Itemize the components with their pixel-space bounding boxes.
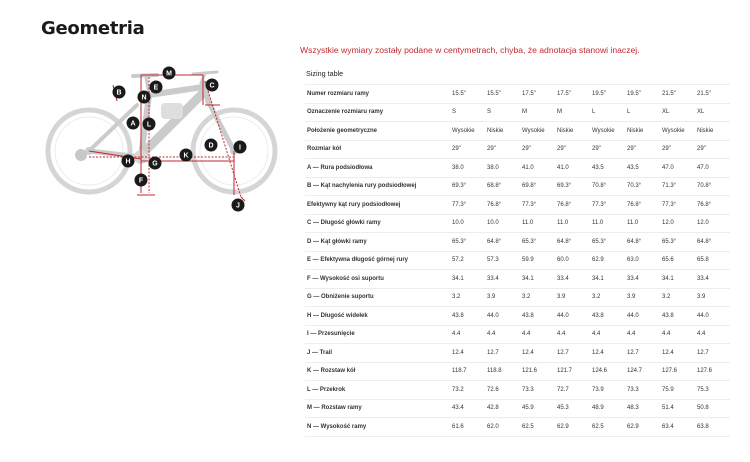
table-cell: 75.3 <box>695 381 730 400</box>
table-cell: XL <box>660 103 695 122</box>
table-cell: 75.9 <box>660 381 695 400</box>
table-cell: 65.8 <box>695 251 730 270</box>
table-cell: 15.5" <box>450 85 485 104</box>
table-cell: 45.9 <box>520 399 555 418</box>
table-cell: 3.2 <box>660 288 695 307</box>
table-cell: 118.8 <box>485 362 520 381</box>
table-cell: 3.9 <box>625 288 660 307</box>
table-cell: 29" <box>450 140 485 159</box>
table-cell: 43.8 <box>520 307 555 326</box>
table-cell: 76.8° <box>485 196 520 215</box>
table-row <box>305 288 730 307</box>
table-cell: 33.4 <box>695 270 730 289</box>
table-cell: S <box>485 103 520 122</box>
marker-g <box>149 157 162 170</box>
bike-geometry-diagram <box>45 65 280 215</box>
marker-a <box>127 117 140 130</box>
table-cell: 51.4 <box>660 399 695 418</box>
table-cell: 11.0 <box>520 214 555 233</box>
table-row <box>305 140 730 159</box>
table-cell: 71.3° <box>660 177 695 196</box>
table-cell: 68.8° <box>485 177 520 196</box>
table-cell: 76.8° <box>625 196 660 215</box>
table-cell: 41.0 <box>520 159 555 178</box>
marker-f <box>135 174 148 187</box>
table-cell: S <box>450 103 485 122</box>
row-label: A — Rura podsiodłowa <box>305 159 450 178</box>
table-cell: 69.8° <box>520 177 555 196</box>
table-cell: 33.4 <box>555 270 590 289</box>
marker-j <box>232 199 245 212</box>
table-cell: 4.4 <box>555 325 590 344</box>
table-cell: M <box>520 103 555 122</box>
table-cell: 61.6 <box>450 418 485 437</box>
table-cell: L <box>625 103 660 122</box>
table-cell: 70.8° <box>590 177 625 196</box>
table-cell: 10.0 <box>485 214 520 233</box>
table-cell: 3.2 <box>520 288 555 307</box>
table-cell: Wysokie <box>520 122 555 141</box>
table-cell: 34.1 <box>450 270 485 289</box>
table-cell: 34.1 <box>590 270 625 289</box>
table-cell: 4.4 <box>450 325 485 344</box>
row-label: Oznaczenie rozmiaru ramy <box>305 103 450 122</box>
marker-b <box>113 86 126 99</box>
table-row <box>305 122 730 141</box>
table-cell: 60.0 <box>555 251 590 270</box>
table-cell: 29" <box>485 140 520 159</box>
table-row <box>305 177 730 196</box>
table-cell: 76.8° <box>695 196 730 215</box>
marker-i <box>234 141 247 154</box>
table-cell: 48.9 <box>590 399 625 418</box>
marker-e <box>150 81 163 94</box>
table-cell: 12.7 <box>555 344 590 363</box>
table-cell: 127.6 <box>695 362 730 381</box>
table-cell: 65.6 <box>660 251 695 270</box>
row-label: F — Wysokość osi suportu <box>305 270 450 289</box>
table-row <box>305 251 730 270</box>
table-cell: 4.4 <box>695 325 730 344</box>
table-cell: 57.2 <box>450 251 485 270</box>
table-cell: 127.6 <box>660 362 695 381</box>
row-label: I — Przesunięcie <box>305 325 450 344</box>
table-row <box>305 418 730 437</box>
table-cell: 124.7 <box>625 362 660 381</box>
table-row <box>305 196 730 215</box>
table-row <box>305 307 730 326</box>
svg-text:J: J <box>236 202 240 210</box>
table-cell: 33.4 <box>485 270 520 289</box>
row-label: C — Długość główki ramy <box>305 214 450 233</box>
table-cell: 47.0 <box>695 159 730 178</box>
table-cell: 19.5" <box>625 85 660 104</box>
table-row <box>305 270 730 289</box>
table-cell: Wysokie <box>590 122 625 141</box>
table-cell: 62.9 <box>555 418 590 437</box>
table-cell: 3.9 <box>485 288 520 307</box>
svg-text:H: H <box>125 158 131 166</box>
table-cell: 69.3° <box>450 177 485 196</box>
table-cell: 72.7 <box>555 381 590 400</box>
table-cell: 12.4 <box>590 344 625 363</box>
table-row <box>305 233 730 252</box>
row-label: Numer rozmiaru ramy <box>305 85 450 104</box>
row-label: J — Trail <box>305 344 450 363</box>
table-cell: 12.4 <box>660 344 695 363</box>
svg-text:K: K <box>183 152 189 160</box>
table-cell: 63.8 <box>695 418 730 437</box>
sizing-table <box>305 84 730 437</box>
table-row <box>305 159 730 178</box>
table-cell: 44.0 <box>625 307 660 326</box>
svg-text:G: G <box>152 160 158 168</box>
table-cell: 3.9 <box>555 288 590 307</box>
page-title: Geometria <box>41 18 145 39</box>
table-cell: 21.5" <box>695 85 730 104</box>
row-label: Położenie geometryczne <box>305 122 450 141</box>
table-cell: 34.1 <box>660 270 695 289</box>
table-row <box>305 103 730 122</box>
table-cell: 48.3 <box>625 399 660 418</box>
table-cell: 11.0 <box>555 214 590 233</box>
table-cell: Niskie <box>555 122 590 141</box>
table-cell: Niskie <box>625 122 660 141</box>
row-label: H — Długość widełek <box>305 307 450 326</box>
table-cell: 38.0 <box>450 159 485 178</box>
row-label: E — Efektywna długość górnej rury <box>305 251 450 270</box>
table-cell: XL <box>695 103 730 122</box>
table-cell: 43.8 <box>590 307 625 326</box>
row-label: D — Kąt główki ramy <box>305 233 450 252</box>
table-cell: 118.7 <box>450 362 485 381</box>
table-cell: 12.7 <box>485 344 520 363</box>
table-cell: 12.7 <box>695 344 730 363</box>
table-cell: 38.0 <box>485 159 520 178</box>
table-cell: 3.2 <box>590 288 625 307</box>
table-cell: 21.5" <box>660 85 695 104</box>
marker-k <box>180 149 193 162</box>
row-label: Rozmiar kół <box>305 140 450 159</box>
table-cell: 70.3° <box>625 177 660 196</box>
row-label: L — Przekrok <box>305 381 450 400</box>
table-cell: 4.4 <box>520 325 555 344</box>
table-cell: 4.4 <box>625 325 660 344</box>
table-cell: 77.3° <box>660 196 695 215</box>
table-cell: 69.3° <box>555 177 590 196</box>
row-label: B — Kąt nachylenia rury podsiodłowej <box>305 177 450 196</box>
table-row <box>305 362 730 381</box>
table-cell: 4.4 <box>590 325 625 344</box>
table-cell: 3.2 <box>450 288 485 307</box>
table-cell: 50.8 <box>695 399 730 418</box>
table-cell: 73.9 <box>590 381 625 400</box>
svg-text:F: F <box>138 177 144 185</box>
table-cell: 17.5" <box>520 85 555 104</box>
table-row <box>305 214 730 233</box>
table-cell: 72.6 <box>485 381 520 400</box>
table-cell: 43.5 <box>625 159 660 178</box>
svg-text:B: B <box>116 89 122 97</box>
table-cell: 59.9 <box>520 251 555 270</box>
row-label: N — Wysokość ramy <box>305 418 450 437</box>
table-cell: 65.3° <box>660 233 695 252</box>
table-cell: 77.3° <box>520 196 555 215</box>
table-cell: 64.8° <box>555 233 590 252</box>
table-cell: 42.8 <box>485 399 520 418</box>
table-row <box>305 399 730 418</box>
table-cell: 76.8° <box>555 196 590 215</box>
table-cell: 33.4 <box>625 270 660 289</box>
table-cell: 64.8° <box>625 233 660 252</box>
table-cell: 70.8° <box>695 177 730 196</box>
table-cell: 73.3 <box>625 381 660 400</box>
table-cell: 29" <box>555 140 590 159</box>
table-cell: 12.0 <box>660 214 695 233</box>
table-cell: 4.4 <box>485 325 520 344</box>
sizing-table-title: Sizing table <box>306 69 344 78</box>
svg-text:I: I <box>239 144 241 152</box>
table-cell: 43.5 <box>590 159 625 178</box>
table-cell: 73.2 <box>450 381 485 400</box>
table-cell: 65.3° <box>450 233 485 252</box>
table-cell: 17.5" <box>555 85 590 104</box>
table-cell: 64.8° <box>485 233 520 252</box>
table-cell: 63.4 <box>660 418 695 437</box>
table-cell: 29" <box>520 140 555 159</box>
svg-text:E: E <box>153 84 159 92</box>
table-cell: 41.0 <box>555 159 590 178</box>
table-cell: 29" <box>660 140 695 159</box>
table-cell: 29" <box>695 140 730 159</box>
table-cell: 43.8 <box>660 307 695 326</box>
table-cell: 65.3° <box>590 233 625 252</box>
table-cell: L <box>590 103 625 122</box>
table-cell: 121.7 <box>555 362 590 381</box>
table-cell: 43.8 <box>450 307 485 326</box>
table-cell: 124.6 <box>590 362 625 381</box>
row-label: M — Rozstaw ramy <box>305 399 450 418</box>
table-cell: 62.5 <box>590 418 625 437</box>
row-label: G — Obniżenie suportu <box>305 288 450 307</box>
table-cell: 73.3 <box>520 381 555 400</box>
marker-n <box>138 91 151 104</box>
table-cell: 57.3 <box>485 251 520 270</box>
row-label: Efektywny kąt rury podsiodłowej <box>305 196 450 215</box>
svg-text:M: M <box>166 70 172 78</box>
table-cell: 64.8° <box>695 233 730 252</box>
table-cell: 12.4 <box>450 344 485 363</box>
table-cell: 62.9 <box>625 418 660 437</box>
row-label: K — Rozstaw kół <box>305 362 450 381</box>
table-cell: 12.0 <box>695 214 730 233</box>
table-cell: Niskie <box>695 122 730 141</box>
table-cell: 121.6 <box>520 362 555 381</box>
table-cell: 44.0 <box>555 307 590 326</box>
table-cell: 29" <box>625 140 660 159</box>
marker-c <box>206 79 219 92</box>
table-cell: 34.1 <box>520 270 555 289</box>
svg-text:L: L <box>146 121 152 129</box>
table-cell: 47.0 <box>660 159 695 178</box>
table-cell: M <box>555 103 590 122</box>
table-cell: 62.0 <box>485 418 520 437</box>
table-cell: 11.0 <box>625 214 660 233</box>
table-cell: Wysokie <box>450 122 485 141</box>
table-cell: 12.4 <box>520 344 555 363</box>
table-cell: 11.0 <box>590 214 625 233</box>
table-cell: 29" <box>590 140 625 159</box>
svg-text:D: D <box>208 142 214 150</box>
table-cell: 44.0 <box>695 307 730 326</box>
table-row <box>305 85 730 104</box>
table-cell: 44.0 <box>485 307 520 326</box>
svg-text:A: A <box>130 120 136 128</box>
marker-l <box>143 118 156 131</box>
table-cell: 77.3° <box>450 196 485 215</box>
svg-text:N: N <box>141 94 147 102</box>
table-cell: 19.5" <box>590 85 625 104</box>
table-row <box>305 344 730 363</box>
table-cell: Niskie <box>485 122 520 141</box>
table-cell: 3.9 <box>695 288 730 307</box>
table-cell: 45.3 <box>555 399 590 418</box>
table-cell: 12.7 <box>625 344 660 363</box>
table-cell: 62.9 <box>590 251 625 270</box>
table-cell: Wysokie <box>660 122 695 141</box>
table-cell: 77.3° <box>590 196 625 215</box>
table-row <box>305 325 730 344</box>
table-cell: 62.5 <box>520 418 555 437</box>
table-cell: 4.4 <box>660 325 695 344</box>
table-cell: 10.0 <box>450 214 485 233</box>
units-note: Wszystkie wymiary zostały podane w centymetrach, chyba, że adnotacja stanowi inaczej. <box>300 45 640 55</box>
marker-h <box>122 155 135 168</box>
marker-m <box>163 67 176 80</box>
table-cell: 65.3° <box>520 233 555 252</box>
table-cell: 15.5" <box>485 85 520 104</box>
table-row <box>305 381 730 400</box>
table-cell: 43.4 <box>450 399 485 418</box>
marker-d <box>205 139 218 152</box>
table-cell: 63.0 <box>625 251 660 270</box>
sizing-table-body <box>305 85 730 437</box>
svg-text:C: C <box>209 82 215 90</box>
